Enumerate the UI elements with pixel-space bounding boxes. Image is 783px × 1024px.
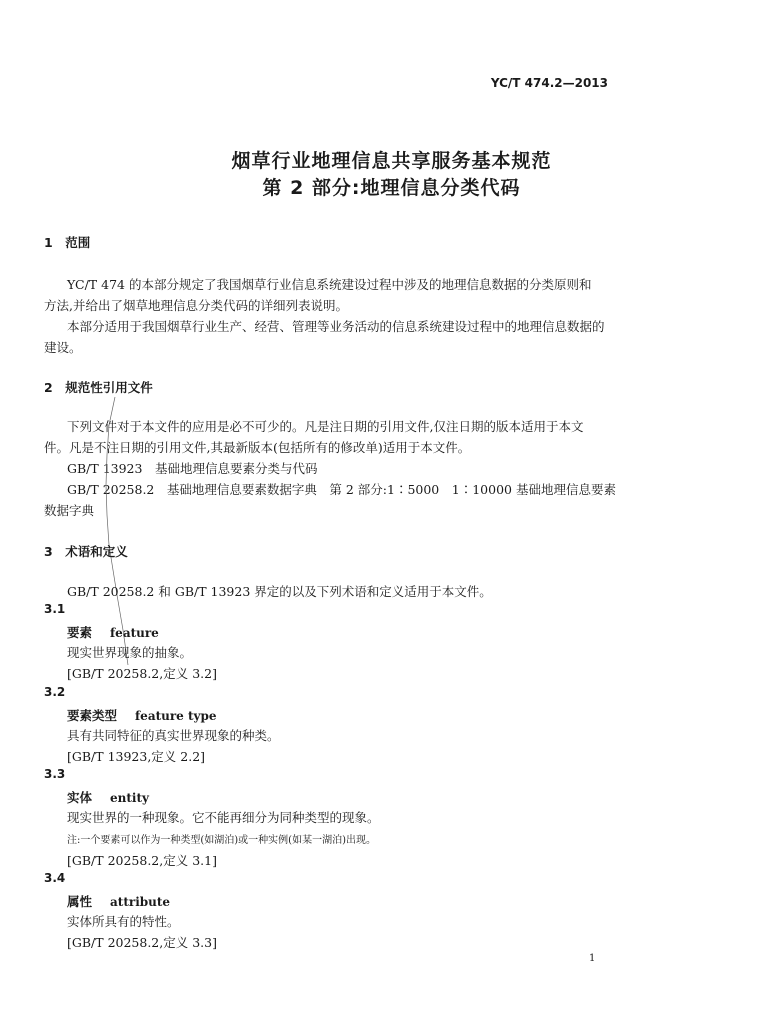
section-1-heading: 1 范围: [44, 235, 91, 250]
term-source: [GB/T 20258.2,定义 3.3]: [67, 935, 217, 950]
reference-2-line2: 数据字典: [44, 503, 95, 518]
term-note: 注:一个要素可以作为一种类型(如湖泊)或一种实例(如某一湖泊)出现。: [67, 835, 376, 846]
term-zh: 实体: [67, 790, 93, 805]
term-source: [GB/T 13923,定义 2.2]: [67, 749, 206, 764]
s1-para2-line2: 建设。: [44, 340, 82, 355]
term-en: feature type: [135, 709, 217, 723]
s3-intro: GB/T 20258.2 和 GB/T 13923 界定的以及下列术语和定义适用于本文件。: [67, 584, 492, 599]
term-zh: 要素类型: [67, 708, 118, 723]
term-en: attribute: [110, 895, 171, 909]
s2-para-line2: 件。凡是不注日期的引用文件,其最新版本(包括所有的修改单)适用于本文件。: [44, 440, 471, 455]
term-number: 3.1: [44, 602, 66, 616]
term-number: 3.4: [44, 871, 66, 885]
s1-para2-line1: 本部分适用于我国烟草行业生产、经营、管理等业务活动的信息系统建设过程中的地理信息数据的: [67, 319, 605, 334]
term-zh: 要素: [67, 625, 93, 640]
term-number: 3.2: [44, 685, 66, 699]
term-definition: 实体所具有的特性。: [67, 914, 180, 929]
term-en: feature: [110, 626, 159, 640]
s1-para1-line2: 方法,并给出了烟草地理信息分类代码的详细列表说明。: [44, 298, 348, 313]
term-definition: 现实世界的一种现象。它不能再细分为同种类型的现象。: [67, 810, 380, 825]
term-title: [67, 891, 170, 910]
term-definition: 具有共同特征的真实世界现象的种类。: [67, 728, 280, 743]
title-line-2: 第 2 部分:地理信息分类代码: [262, 177, 521, 199]
section-2-heading: 2 规范性引用文件: [44, 380, 153, 395]
s2-para-line1: 下列文件对于本文件的应用是必不可少的。凡是注日期的引用文件,仅注日期的版本适用于本文: [67, 419, 584, 434]
section-3-heading: 3 术语和定义: [44, 544, 128, 559]
term-number: 3.3: [44, 767, 66, 781]
term-title: [67, 787, 149, 806]
title-line-1: 烟草行业地理信息共享服务基本规范: [231, 150, 552, 172]
standard-code: YC/T 474.2—2013: [490, 76, 608, 90]
term-title: [67, 705, 217, 724]
term-definition: 现实世界现象的抽象。: [67, 645, 193, 660]
term-source: [GB/T 20258.2,定义 3.2]: [67, 666, 217, 681]
s1-para1-line1: YC/T 474 的本部分规定了我国烟草行业信息系统建设过程中涉及的地理信息数据的分类原则和: [67, 277, 592, 292]
reference-1: GB/T 13923 基础地理信息要素分类与代码: [67, 461, 318, 476]
term-zh: 属性: [67, 894, 93, 909]
reference-2-line1: GB/T 20258.2 基础地理信息要素数据字典 第 2 部分:1∶5000 1∶10000 基础地理信息要素: [67, 482, 616, 497]
term-source: [GB/T 20258.2,定义 3.1]: [67, 853, 217, 868]
term-title: [67, 622, 159, 641]
page-number: 1: [589, 953, 596, 964]
term-en: entity: [110, 791, 149, 805]
